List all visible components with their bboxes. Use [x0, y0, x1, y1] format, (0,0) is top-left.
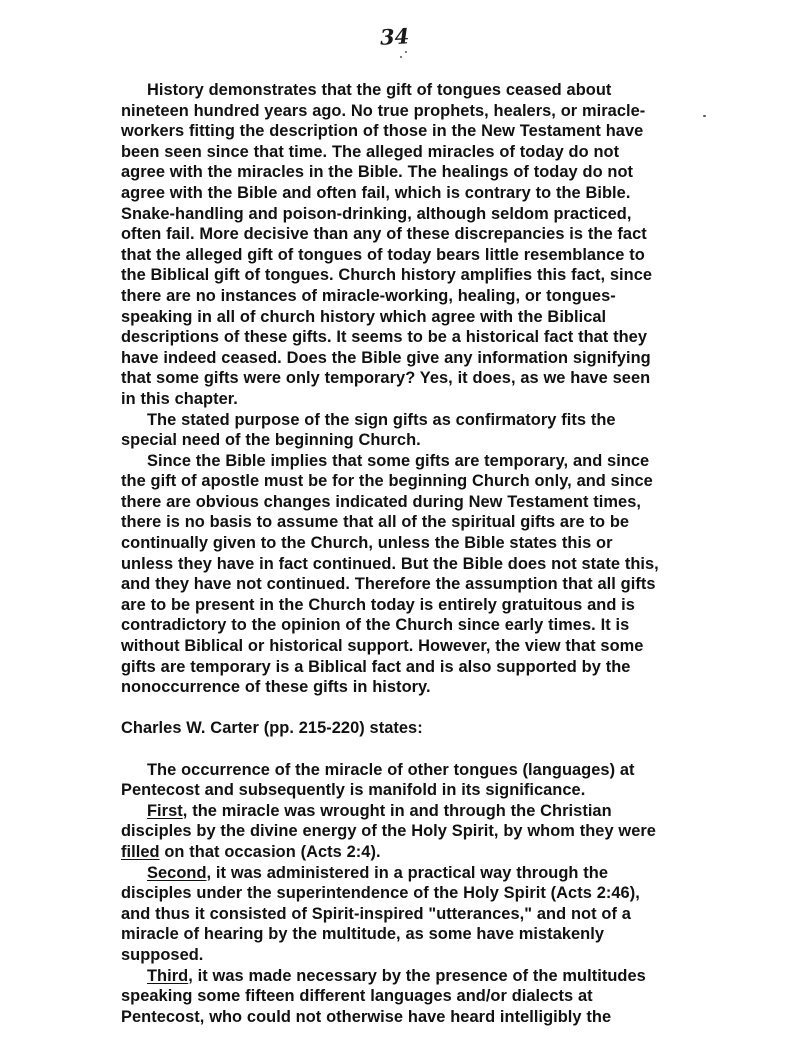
quote-second-point — [121, 863, 661, 966]
first-text-a: , the miracle was wrought in and through the Christian disciples by the divine energy of the Holy Spirit, by whom they were — [121, 801, 656, 841]
body-paragraph-3: Since the Bible implies that some gifts are temporary, and since the gift of apostle must be for the beginning Church only, and since there are obvious changes indicated during New Testament times, there is no basis to assume that all of the spiritual gifts are to be continually given to the Church, unless the Bible states this or unless they have in fact continued. But the Bible does not state this, and they have not continued. Therefore the assumption that all gifts are to be present in the Church today is entirely gratuitous and is contradictory to the opinion of the Church since early times. It is without Biblical or historical support. However, the view that some gifts are temporary is a Biblical fact and is also supported by the nonoccurrence of these gifts in history. — [121, 451, 659, 697]
body-paragraph-1: History demonstrates that the gift of tongues ceased about nineteen hundred years ago. No true prophets, healers, or miracle-workers fitting the description of those in the New Testament have been seen since that time. The alleged miracles of today do not agree with the miracles in the Bible. The healings of today do not agree with the Bible and often fail, which is contrary to the Bible. Snake-handling and poison-drinking, although seldom practiced, often fail. More decisive than any of these discrepancies is the fact that the alleged gift of tongues of today bears little resemblance to the Biblical gift of tongues. Church history amplifies this fact, since there are no instances of miracle-working, healing, or tongues-speaking in all of church history which agree with the Biblical descriptions of these gifts. It seems to be a historical fact that they have indeed ceased. Does the Bible give any information signifying that some gifts were only temporary? Yes, it does, as we have seen in this chapter. — [121, 81, 653, 408]
second-text: , it was administered in a practical way through the disciples under the superintendence of the Holy Spirit (Acts 2:46), and thus it consisted of Spirit-inspired "utterances," and not of a miracle of hearing by the multitude, as some have mistakenly supposed. — [121, 863, 640, 964]
page-body — [121, 80, 661, 1027]
quote-first-point — [121, 801, 661, 863]
scan-speck — [405, 51, 407, 53]
third-label: Third — [147, 966, 189, 985]
first-label: First — [147, 801, 183, 820]
first-text-b: on that occasion (Acts 2:4). — [159, 842, 381, 861]
body-paragraph-2: The stated purpose of the sign gifts as confirmatory fits the special need of the beginning Church. — [121, 410, 616, 450]
spacer — [121, 698, 661, 719]
quote-third-point — [121, 966, 661, 1028]
quote-attribution: Charles W. Carter (pp. 215-220) states: — [121, 719, 423, 738]
quote-intro: The occurrence of the miracle of other tongues (languages) at Pentecost and subsequently is manifold in its significance. — [121, 760, 635, 800]
filled-word: filled — [121, 842, 160, 861]
spacer — [121, 739, 661, 760]
page-number: 34 — [379, 23, 410, 50]
third-text: , it was made necessary by the presence of the multitudes speaking some fifteen different languages and/or dialects at Pentecost, who could not otherwise have heard intelligibly the — [121, 966, 646, 1026]
second-label: Second — [147, 863, 207, 882]
scan-speck — [400, 56, 402, 58]
scan-speck — [703, 115, 706, 117]
